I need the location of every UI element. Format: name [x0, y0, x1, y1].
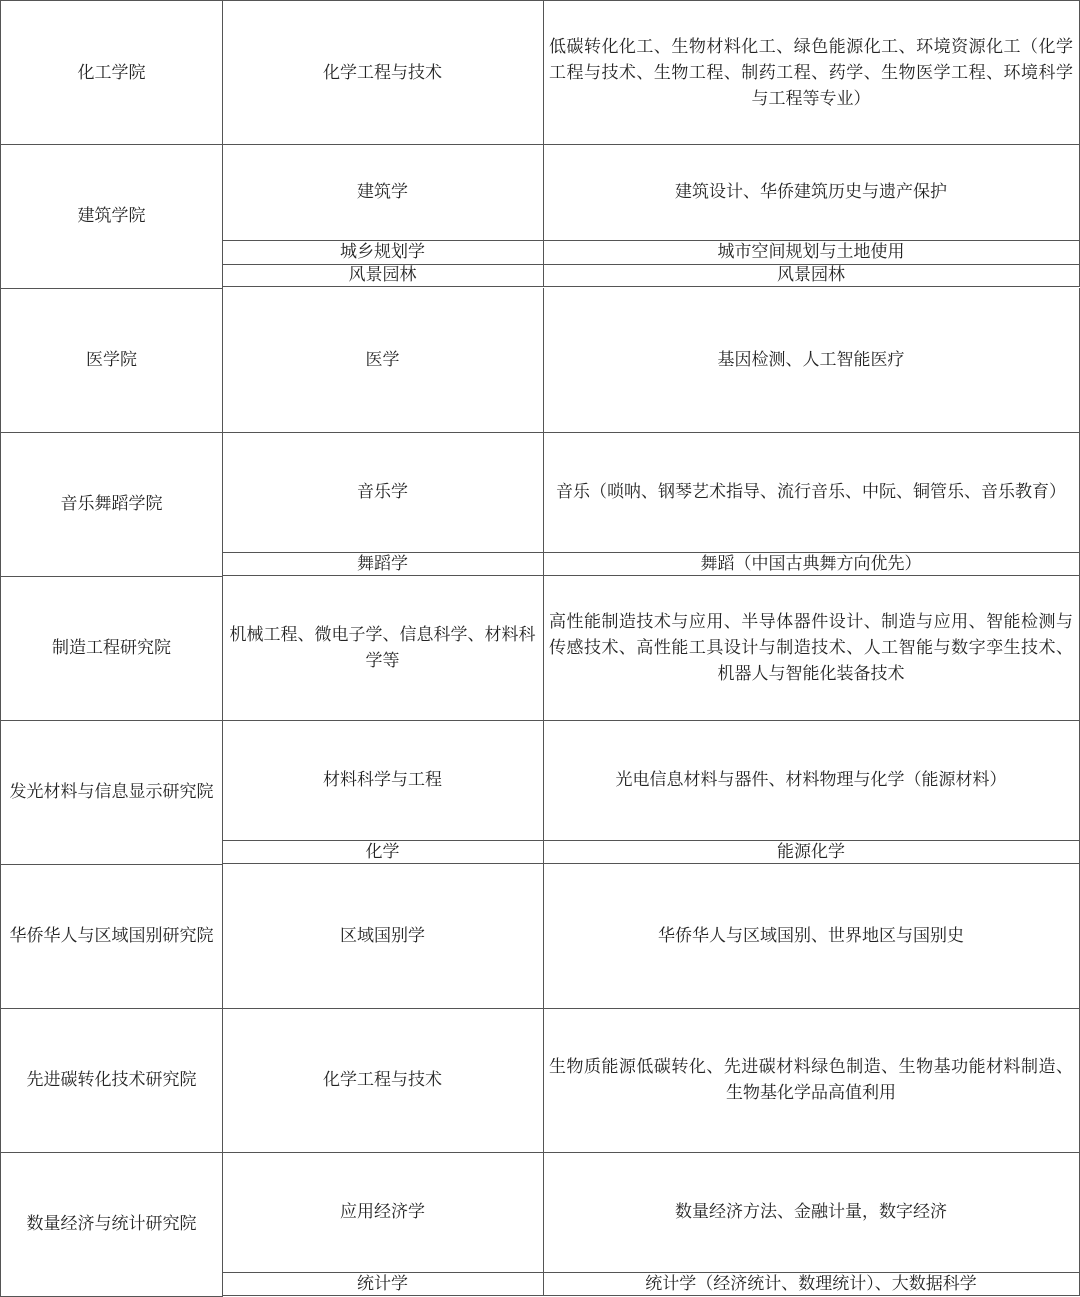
major-cell-text: 区域国别学 — [340, 926, 425, 946]
college-cell-text: 先进碳转化技术研究院 — [26, 1070, 197, 1090]
major-cell — [222, 1272, 544, 1296]
major-cell-text: 城乡规划学 — [340, 242, 425, 262]
college-cell-text: 建筑学院 — [77, 206, 146, 226]
major-cell — [222, 576, 544, 721]
college-cell — [0, 0, 223, 145]
direction-cell-text: 高性能制造技术与应用、半导体器件设计、制造与应用、智能检测与传感技术、高性能工具设计与制造技术、人工智能与数字孪生技术、机器人与智能化装备技术 — [549, 612, 1073, 684]
college-cell-text: 数量经济与统计研究院 — [26, 1214, 197, 1234]
direction-cell-text: 光电信息材料与器件、材料物理与化学（能源材料） — [615, 770, 1007, 790]
major-cell — [222, 1008, 544, 1153]
direction-cell-text: 建筑设计、华侨建筑历史与遗产保护 — [675, 182, 947, 202]
major-cell — [222, 432, 544, 553]
direction-cell — [543, 0, 1080, 145]
direction-cell-text: 华侨华人与区域国别、世界地区与国别史 — [658, 926, 964, 946]
major-cell-text: 化学工程与技术 — [323, 62, 442, 83]
direction-cell-text: 低碳转化化工、生物材料化工、绿色能源化工、环境资源化工（化学工程与技术、生物工程、制药工程、药学、生物医学工程、环境科学与工程等专业） — [549, 36, 1073, 109]
direction-cell — [543, 720, 1080, 841]
college-cell-text: 制造工程研究院 — [52, 638, 171, 658]
major-cell — [222, 0, 544, 145]
major-cell-text: 化学 — [365, 841, 400, 862]
direction-cell — [543, 576, 1080, 721]
direction-cell-text: 风景园林 — [777, 265, 845, 285]
direction-cell — [543, 864, 1080, 1009]
direction-cell-text: 统计学（经济统计、数理统计）、大数据科学 — [645, 1273, 977, 1294]
major-cell — [222, 288, 544, 433]
college-cell-text: 华侨华人与区域国别研究院 — [9, 926, 214, 946]
direction-cell — [543, 432, 1080, 553]
major-cell-text: 建筑学 — [357, 182, 408, 202]
direction-cell — [543, 840, 1080, 864]
major-cell — [222, 864, 544, 1009]
direction-cell — [543, 288, 1080, 433]
major-cell-text: 化学工程与技术 — [323, 1070, 442, 1090]
major-cell-text: 统计学 — [357, 1273, 408, 1294]
college-cell — [0, 1008, 223, 1153]
direction-cell — [543, 552, 1080, 576]
direction-cell-text: 能源化学 — [777, 841, 845, 862]
major-cell-text: 风景园林 — [348, 265, 417, 285]
college-cell — [0, 720, 223, 865]
college-cell — [0, 144, 223, 289]
major-cell — [222, 720, 544, 841]
major-cell-text: 应用经济学 — [340, 1202, 425, 1222]
major-cell — [222, 144, 544, 241]
direction-cell — [543, 1008, 1080, 1153]
direction-cell — [543, 144, 1080, 241]
direction-cell — [543, 1272, 1080, 1296]
major-cell — [222, 240, 544, 265]
college-cell-text: 医学院 — [86, 350, 137, 370]
direction-cell-text: 数量经济方法、金融计量，数字经济 — [675, 1202, 947, 1222]
college-cell — [0, 432, 223, 577]
college-cell-text: 音乐舞蹈学院 — [60, 494, 163, 514]
direction-cell — [543, 1152, 1080, 1273]
major-cell-text: 医学 — [365, 350, 400, 370]
direction-cell-text: 音乐（唢呐、钢琴艺术指导、流行音乐、中阮、铜管乐、音乐教育） — [556, 482, 1066, 502]
college-cell — [0, 1152, 223, 1297]
major-cell — [222, 840, 544, 864]
college-cell — [0, 288, 223, 433]
major-cell-text: 机械工程、微电子学、信息科学、材料科学等 — [229, 625, 536, 671]
major-cell-text: 舞蹈学 — [357, 553, 408, 574]
direction-cell-text: 生物质能源低碳转化、先进碳材料绿色制造、生物基功能材料制造、生物基化学品高值利用 — [549, 1057, 1073, 1103]
college-cell — [0, 576, 223, 721]
direction-cell-text: 舞蹈（中国古典舞方向优先） — [700, 553, 922, 574]
college-cell-text: 发光材料与信息显示研究院 — [9, 782, 214, 802]
direction-cell-text: 城市空间规划与土地使用 — [717, 242, 905, 262]
direction-cell — [543, 240, 1080, 265]
major-cell — [222, 552, 544, 576]
direction-cell — [543, 264, 1080, 287]
major-cell-text: 音乐学 — [357, 482, 408, 502]
college-cell-text: 化工学院 — [77, 62, 146, 83]
college-cell — [0, 864, 223, 1009]
major-cell — [222, 264, 544, 287]
major-cell — [222, 1152, 544, 1273]
direction-cell-text: 基因检测、人工智能医疗 — [717, 350, 905, 370]
major-cell-text: 材料科学与工程 — [323, 770, 442, 790]
